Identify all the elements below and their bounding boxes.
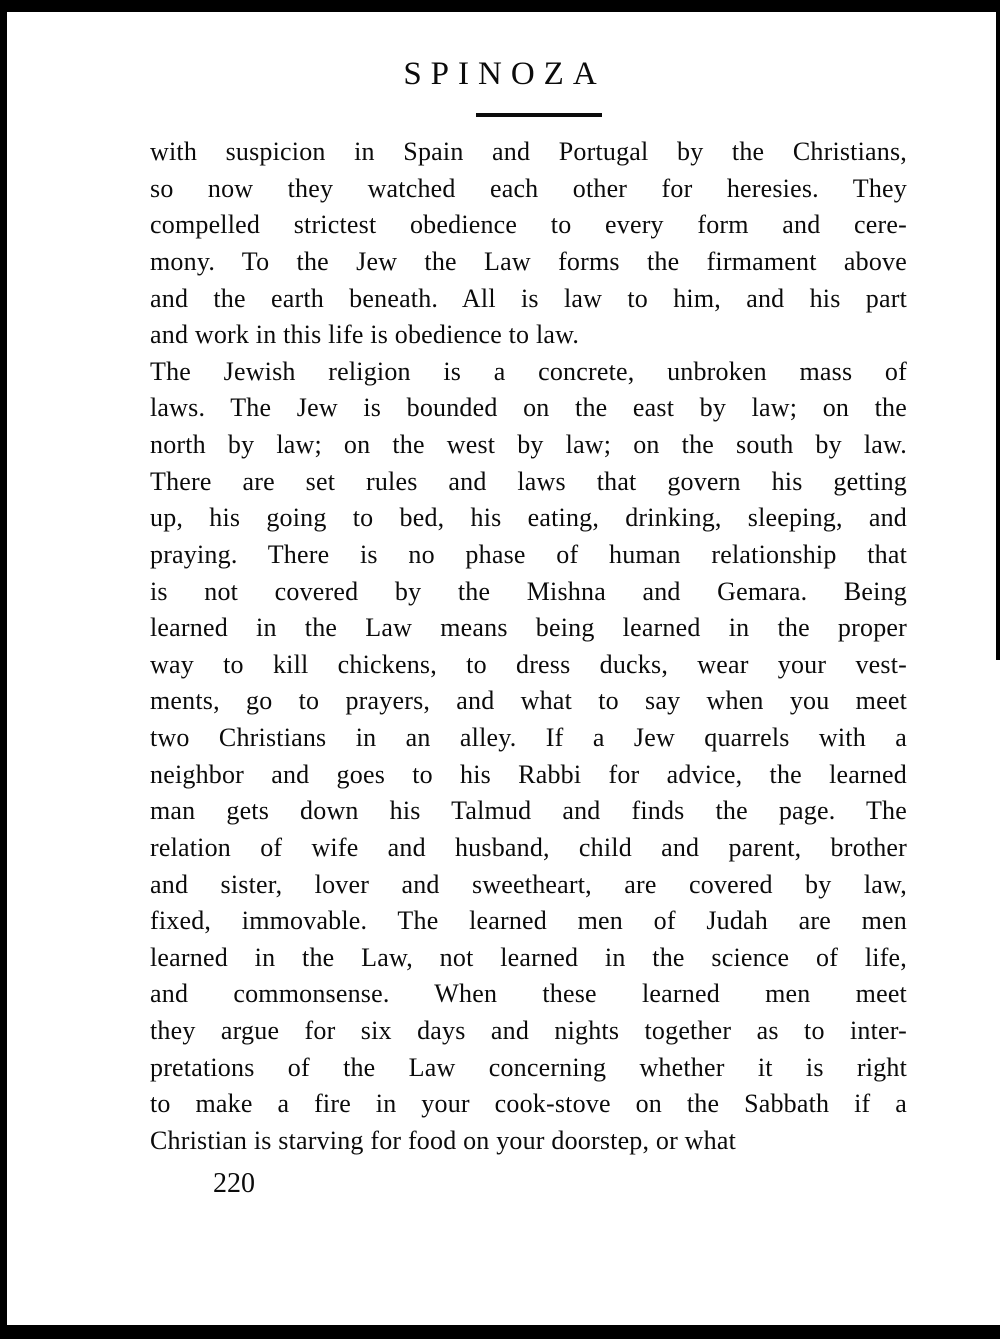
text-line: neighbor and goes to his Rabbi for advice, the learned: [150, 759, 907, 789]
text-line: and the earth beneath. All is law to him, and his part: [150, 283, 907, 313]
text-line: and commonsense. When these learned men meet: [150, 979, 907, 1009]
text-line: to make a fire in your cook-stove on the Sabbath if a: [150, 1089, 907, 1119]
text-line: learned in the Law means being learned in the proper: [150, 613, 907, 643]
text-line: is not covered by the Mishna and Gemara. Being: [150, 576, 907, 606]
text-line: north by law; on the west by law; on the south by law.: [150, 430, 907, 459]
body-text: [150, 134, 907, 1160]
page-number: 220: [213, 1168, 255, 1199]
page-title: SPINOZA: [403, 56, 606, 92]
text-line: fixed, immovable. The learned men of Judah are men: [150, 906, 907, 936]
text-line: so now they watched each other for heresies. They: [150, 173, 907, 203]
title-rule-divider: [476, 113, 602, 117]
text-line: laws. The Jew is bounded on the east by law; on the: [150, 393, 907, 423]
text-line: relation of wife and husband, child and parent, brother: [150, 832, 907, 862]
text-line: There are set rules and laws that govern his getting: [150, 466, 907, 496]
text-line: man gets down his Talmud and finds the page. The: [150, 796, 907, 826]
text-line: way to kill chickens, to dress ducks, wear your vest-: [150, 649, 907, 679]
text-line: ments, go to prayers, and what to say when you meet: [150, 686, 907, 716]
text-line: up, his going to bed, his eating, drinking, sleeping, and: [150, 503, 907, 533]
text-line: two Christians in an alley. If a Jew quarrels with a: [150, 723, 907, 752]
text-line: and sister, lover and sweetheart, are covered by law,: [150, 869, 907, 899]
text-line: and work in this life is obedience to law.: [150, 320, 580, 350]
text-line: compelled strictest obedience to every form and cere-: [150, 210, 907, 240]
scan-border-bottom: [0, 1325, 1000, 1339]
text-line: Christian is starving for food on your doorstep, or what: [150, 1125, 737, 1155]
scan-border-right: [996, 0, 1000, 660]
text-line: with suspicion in Spain and Portugal by the Christians,: [150, 137, 907, 166]
text-line: The Jewish religion is a concrete, unbroken mass of: [150, 356, 907, 386]
scan-border-top: [0, 0, 1000, 12]
text-line: learned in the Law, not learned in the science of life,: [150, 942, 907, 972]
text-line: mony. To the Jew the Law forms the firmament above: [150, 246, 907, 276]
text-line: they argue for six days and nights together as to inter-: [150, 1016, 907, 1045]
text-line: pretations of the Law concerning whether it is right: [150, 1052, 907, 1082]
scan-border-left: [0, 0, 7, 1339]
text-line: praying. There is no phase of human relationship that: [150, 539, 907, 569]
